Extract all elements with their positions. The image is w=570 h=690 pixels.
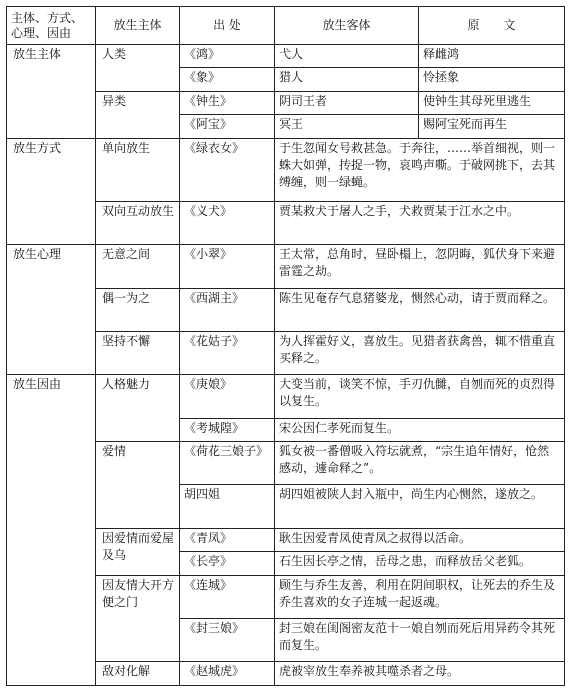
table-row: [7, 245, 565, 288]
subcategory-cell: 双向互动放生: [96, 201, 180, 244]
subcategory-cell: 敌对化解: [96, 662, 180, 686]
classification-table: [6, 6, 565, 686]
header-subject: [7, 7, 96, 45]
original-text-cell: 顾生与乔生友善，利用在阴间职权，让死去的乔生及乔生喜欢的女子连城一起返魂。: [275, 575, 565, 618]
original-text-cell: 大变当前，谈笑不惊，手刃仇雠，自刎而死的贞烈得以复生。: [275, 375, 565, 418]
source-cell: 胡四姐: [180, 485, 275, 528]
original-text-cell: 于生忽闻女号救甚急。于奔往，……举首细视，则一蛛大如弹，抟捉一物，哀鸣声嘶。于破网挑下，去其缚缠，则一绿蝇。: [275, 138, 565, 201]
original-text-cell: 贾某救犬于屠人之手，犬救贾某于江水之中。: [275, 201, 565, 244]
original-text-cell: 王太常，总角时，昼卧榻上，忽阴晦，狐伏身下来避雷霆之劫。: [275, 245, 565, 288]
category-cell: 放生方式: [7, 138, 96, 245]
category-cell: 放生因由: [7, 375, 96, 686]
source-cell: 《连城》: [180, 575, 275, 618]
source-cell: 《荷花三娘子》: [180, 442, 275, 485]
source-cell: 《青凤》: [180, 528, 275, 551]
original-text-cell: 释雌鸿: [419, 45, 565, 68]
source-cell: 《义犬》: [180, 201, 275, 244]
header-original: 原 文: [419, 7, 565, 45]
table-row: [7, 375, 565, 418]
original-text-cell: 宋公因仁孝死而复生。: [275, 418, 565, 441]
source-cell: 《花姑子》: [180, 331, 275, 374]
original-text-cell: 狐女被一番僧吸入符坛就煮，“宗生追年情好，怆然感动，遽命释之”。: [275, 442, 565, 485]
original-text-cell: 封三娘在闺阁密友范十一娘自刎而死后用异药令其死而复生。: [275, 618, 565, 661]
original-text-cell: 赐阿宝死而再生: [419, 115, 565, 138]
category-cell: 放生心理: [7, 245, 96, 375]
source-cell: 《考城隍》: [180, 418, 275, 441]
subcategory-cell: 异类: [96, 91, 180, 138]
header-subject-line2: 心理、因由: [11, 25, 72, 40]
source-cell: 《钟生》: [180, 91, 275, 114]
source-cell: 《绿衣女》: [180, 138, 275, 201]
subcategory-cell: 单向放生: [96, 138, 180, 201]
table-body: [7, 45, 565, 686]
original-text-cell: 为人挥霍好义，喜放生。见猎者获禽兽，辄不惜重直买释之。: [275, 331, 565, 374]
header-agent: 放生主体: [96, 7, 180, 45]
object-cell: 阴司王者: [275, 91, 419, 114]
object-cell: 猎人: [275, 68, 419, 91]
source-cell: 《庚娘》: [180, 375, 275, 418]
object-cell: 冥王: [275, 115, 419, 138]
header-subject-line1: 主体、方式、: [11, 10, 84, 25]
original-text-cell: 虎被宰放生奉养被其噬杀者之母。: [275, 662, 565, 686]
source-cell: 《长亭》: [180, 552, 275, 575]
subcategory-cell: 无意之间: [96, 245, 180, 288]
original-text-cell: 怜拯象: [419, 68, 565, 91]
source-cell: 《赵城虎》: [180, 662, 275, 686]
source-cell: 《鸿》: [180, 45, 275, 68]
original-text-cell: 石生因长亭之情，岳母之患，而释放岳父老狐。: [275, 552, 565, 575]
subcategory-cell: 偶一为之: [96, 288, 180, 331]
source-cell: 《封三娘》: [180, 618, 275, 661]
original-text-cell: 耿生因爱青凤使青凤之叔得以活命。: [275, 528, 565, 551]
source-cell: 《象》: [180, 68, 275, 91]
subcategory-cell: 因友情大开方便之门: [96, 575, 180, 662]
subcategory-cell: 爱情: [96, 442, 180, 529]
subcategory-cell: 坚持不懈: [96, 331, 180, 374]
source-cell: 《阿宝》: [180, 115, 275, 138]
subcategory-cell: 人类: [96, 45, 180, 92]
category-cell: 放生主体: [7, 45, 96, 139]
original-text-cell: 陈生见奄存气息猪婆龙，恻然心动，请于贾而释之。: [275, 288, 565, 331]
subcategory-cell: 人格魅力: [96, 375, 180, 442]
original-text-cell: 使钟生其母死里逃生: [419, 91, 565, 114]
header-source: 出 处: [180, 7, 275, 45]
source-cell: 《西湖主》: [180, 288, 275, 331]
table-row: [7, 138, 565, 201]
header-object: 放生客体: [275, 7, 419, 45]
object-cell: 弋人: [275, 45, 419, 68]
source-cell: 《小翠》: [180, 245, 275, 288]
subcategory-cell: 因爱情而爱屋及乌: [96, 528, 180, 575]
original-text-cell: 胡四姐被陕人封入瓶中，尚生内心恻然，遂放之。: [275, 485, 565, 528]
header-row: [7, 7, 565, 45]
table-row: [7, 45, 565, 68]
